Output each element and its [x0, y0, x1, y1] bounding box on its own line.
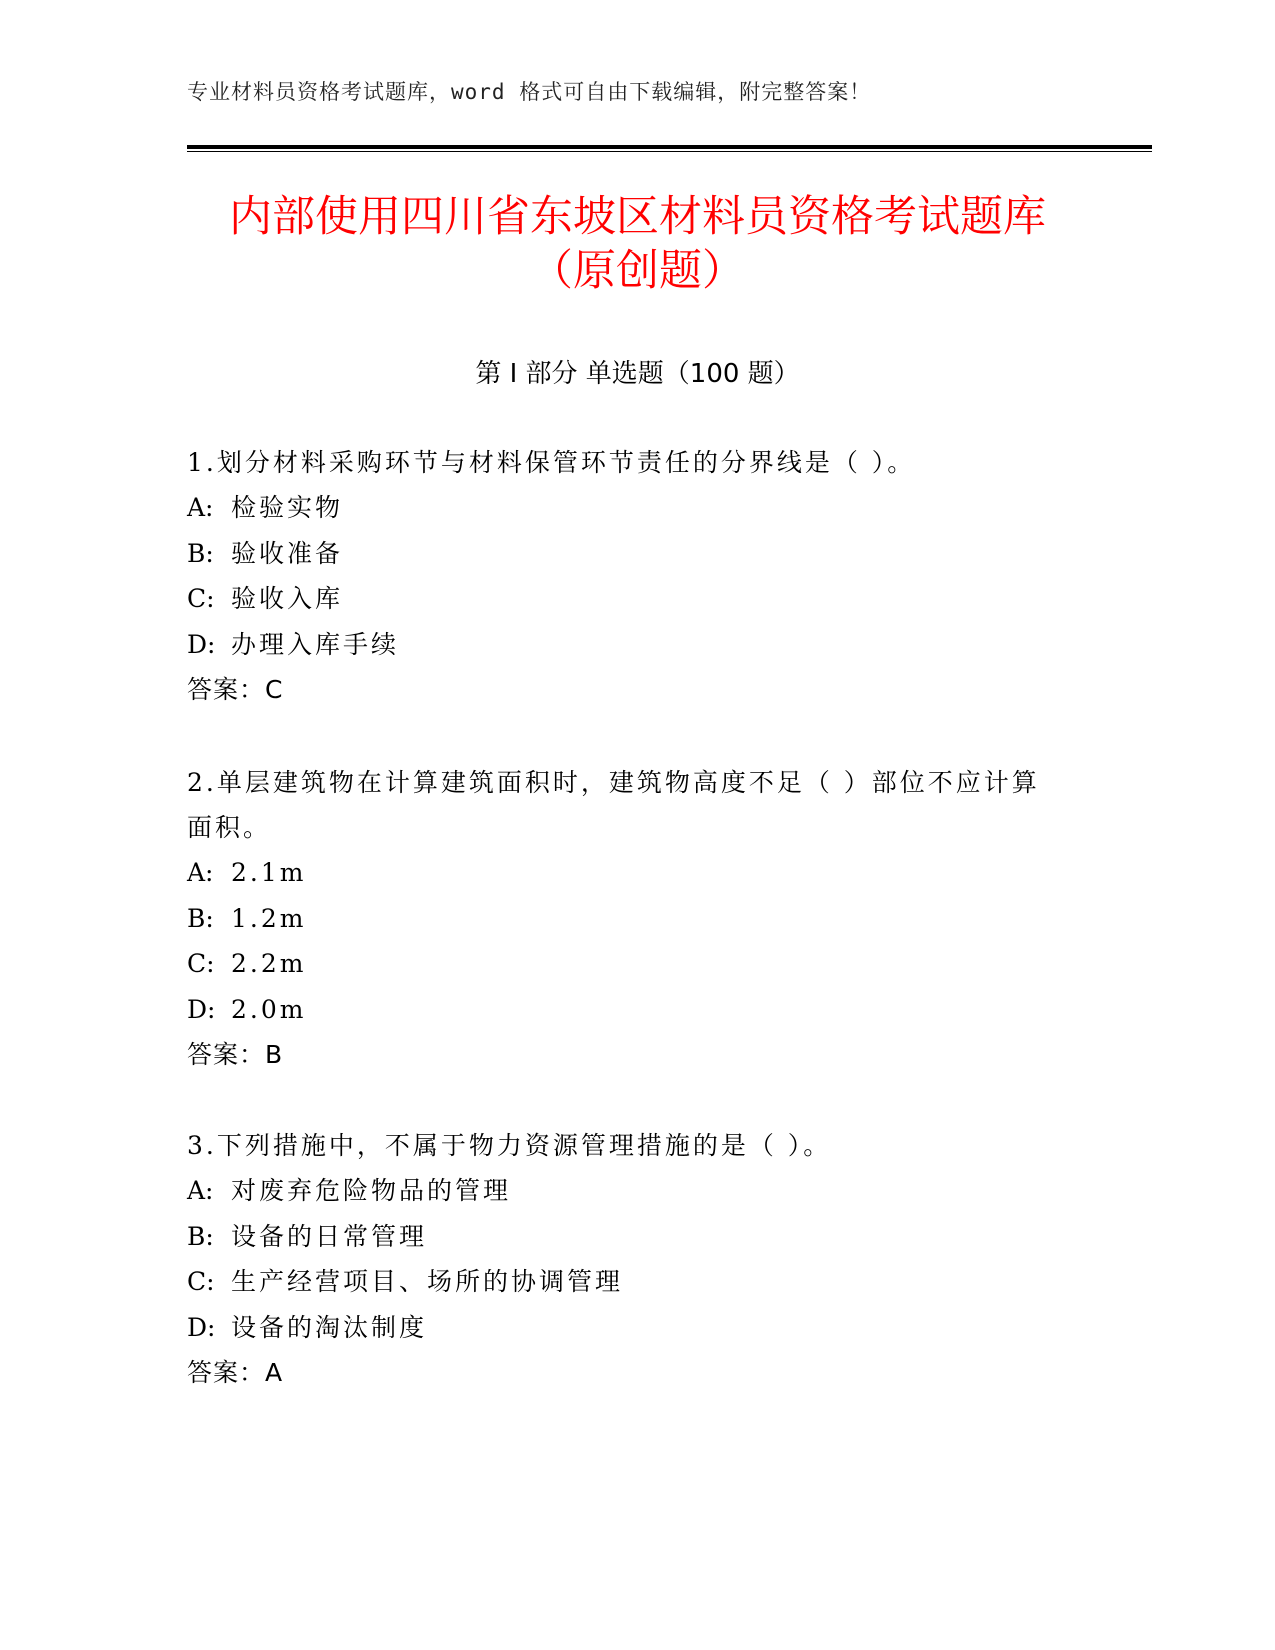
header-rule-thin: [187, 151, 1152, 152]
question-text: 2.单层建筑物在计算建筑面积时，建筑物高度不足（ ）部位不应计算面积。: [187, 768, 1040, 842]
question-3: [187, 1123, 1067, 1395]
document-title-line-2: （原创题）: [530, 246, 745, 296]
option-text: 1.2m: [231, 903, 307, 933]
option-text: 办理入库手续: [231, 629, 400, 659]
header-note: 专业材料员资格考试题库，word 格式可自由下载编辑，附完整答案！: [187, 80, 872, 104]
option-label: C:: [187, 584, 215, 613]
option-label: B:: [187, 538, 214, 568]
option-b: [187, 896, 1067, 942]
section-heading: 第 I 部分 单选题（100 题）: [475, 359, 800, 389]
answer: 答案：A: [187, 1358, 284, 1387]
option-d: [187, 1305, 1067, 1351]
option-d: [187, 987, 1067, 1033]
option-b: [187, 1214, 1067, 1260]
option-b: [187, 531, 1067, 577]
option-text: 验收入库: [231, 584, 344, 613]
option-d: [187, 622, 1067, 668]
question-text: 1.划分材料采购环节与材料保管环节责任的分界线是（ ）。: [187, 448, 916, 477]
option-c: [187, 1259, 1067, 1305]
option-text: 检验实物: [231, 493, 344, 522]
answer: 答案：C: [187, 675, 284, 704]
option-label: A:: [187, 493, 214, 522]
option-label: A:: [187, 858, 214, 887]
option-label: D:: [187, 1312, 216, 1342]
option-text: 验收准备: [231, 538, 344, 568]
option-text: 2.0m: [231, 994, 307, 1024]
option-label: C:: [187, 949, 215, 978]
question-2: [187, 760, 1067, 1077]
question-1: [187, 440, 1067, 712]
option-label: D:: [187, 629, 216, 659]
option-label: B:: [187, 903, 214, 933]
option-text: 设备的日常管理: [231, 1221, 428, 1251]
option-a: [187, 850, 1067, 896]
document-title-line-1: 内部使用四川省东坡区材料员资格考试题库: [229, 192, 1046, 242]
header-rule-thick: [187, 145, 1152, 149]
option-c: [187, 576, 1067, 622]
option-label: A:: [187, 1176, 214, 1205]
question-text: 3.下列措施中，不属于物力资源管理措施的是（ ）。: [187, 1131, 832, 1160]
option-text: 2.2m: [231, 949, 307, 978]
option-text: 2.1m: [231, 858, 307, 887]
document-title: [130, 190, 1145, 298]
option-label: B:: [187, 1221, 214, 1251]
option-text: 对废弃危险物品的管理: [231, 1176, 512, 1205]
option-text: 设备的淘汰制度: [231, 1312, 428, 1342]
option-a: [187, 485, 1067, 531]
option-a: [187, 1168, 1067, 1214]
option-c: [187, 941, 1067, 987]
option-text: 生产经营项目、场所的协调管理: [231, 1267, 624, 1296]
answer: 答案：B: [187, 1040, 284, 1069]
option-label: D:: [187, 994, 216, 1024]
option-label: C:: [187, 1267, 215, 1296]
